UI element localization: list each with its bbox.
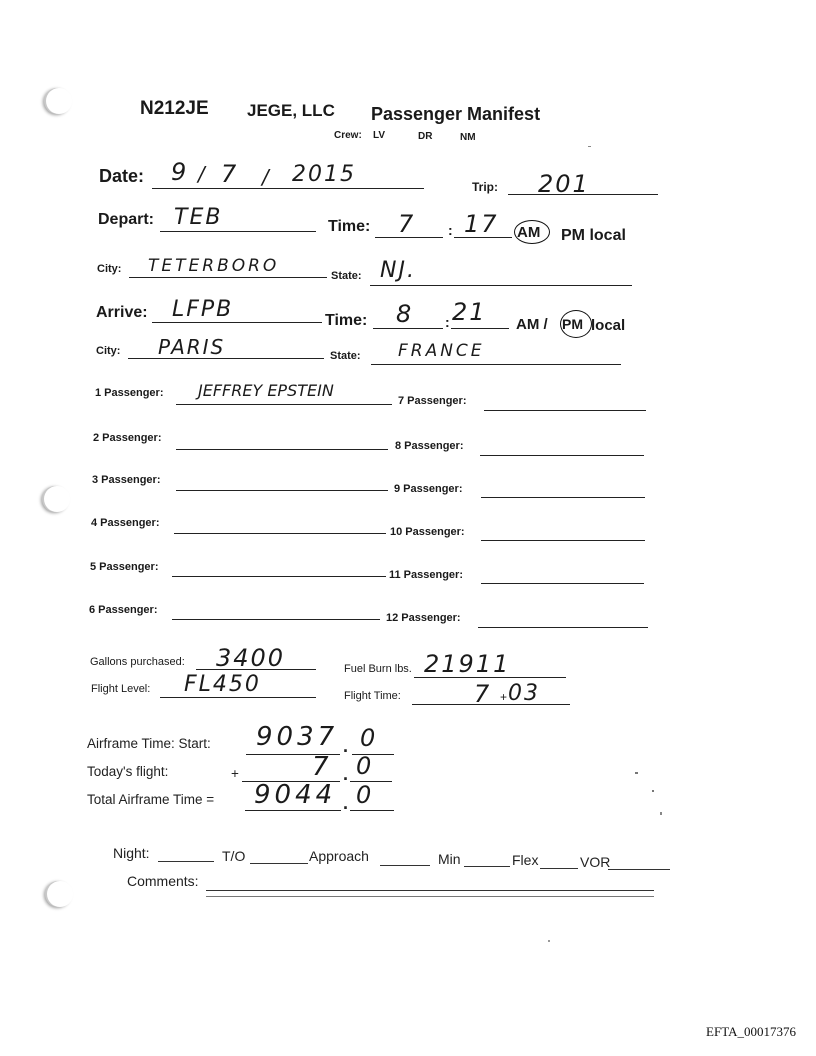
fuel-burn-label: Fuel Burn lbs.: [344, 663, 412, 675]
depart-value[interactable]: TEB: [174, 205, 223, 230]
depart-state-label: State:: [331, 270, 362, 282]
flex-line: [540, 868, 578, 869]
total-airframe-line-int: [245, 810, 341, 811]
approach-label: Approach: [309, 848, 369, 864]
passenger-1-value[interactable]: JEFFREY EPSTEIN: [198, 381, 334, 400]
passenger-5-label: 5 Passenger:: [90, 561, 159, 573]
document-id: EFTA_00017376: [706, 1024, 796, 1039]
tail-number: N212JE: [140, 98, 209, 119]
punch-hole-top: [46, 88, 72, 114]
trip-value[interactable]: 201: [538, 170, 590, 198]
passenger-9-line: [481, 497, 645, 498]
to-line: [250, 863, 308, 864]
passenger-4-line: [174, 533, 386, 534]
scan-speck: [588, 146, 591, 147]
depart-hour[interactable]: 7: [398, 210, 416, 238]
date-month[interactable]: 9: [171, 158, 189, 186]
passenger-11-line: [481, 583, 644, 584]
arrive-line: [152, 322, 322, 323]
date-sep-2: /: [262, 165, 271, 189]
total-airframe-label: Total Airframe Time =: [87, 792, 215, 807]
arrive-time-label: Time:: [325, 312, 368, 329]
passenger-10-label: 10 Passenger:: [390, 526, 465, 538]
arrive-hour[interactable]: 8: [396, 300, 414, 328]
date-sep-1: /: [198, 162, 207, 186]
fuel-burn-value[interactable]: 21911: [424, 650, 511, 678]
arrive-minute[interactable]: 21: [452, 298, 487, 326]
depart-pm-local: PM local: [561, 227, 626, 244]
depart-state-line: [370, 285, 632, 286]
flight-level-label: Flight Level:: [91, 683, 151, 695]
night-line: [158, 861, 214, 862]
gallons-label: Gallons purchased:: [90, 656, 185, 668]
depart-city-line: [129, 277, 327, 278]
passenger-10-line: [481, 540, 645, 541]
total-airframe-dec[interactable]: 0: [356, 781, 374, 809]
passenger-1-line: [176, 404, 392, 405]
punch-hole-bottom: [47, 881, 73, 907]
total-airframe-line-dec: [350, 810, 394, 811]
passenger-11-label: 11 Passenger:: [389, 569, 463, 581]
arrive-city-label: City:: [96, 345, 121, 357]
scan-speck: [635, 772, 638, 774]
punch-hole-middle: [44, 486, 70, 512]
airframe-start-label: Airframe Time: Start:: [87, 736, 211, 751]
arrive-state-label: State:: [330, 350, 361, 362]
passenger-2-label: 2 Passenger:: [93, 432, 162, 444]
trip-label: Trip:: [472, 180, 498, 194]
date-year[interactable]: 2015: [292, 162, 356, 187]
depart-city-value[interactable]: TETERBORO: [148, 256, 280, 276]
passenger-3-line: [176, 490, 388, 491]
to-label: T/O: [222, 848, 246, 864]
arrive-pm: PM: [562, 316, 583, 332]
passenger-3-label: 3 Passenger:: [92, 474, 161, 486]
vor-line: [608, 869, 670, 870]
todays-flight-dec[interactable]: 0: [356, 752, 374, 780]
passenger-8-label: 8 Passenger:: [395, 440, 464, 452]
comments-line-2[interactable]: [206, 896, 654, 897]
depart-line: [160, 231, 316, 232]
crew-label: Crew:: [334, 130, 362, 141]
passenger-1-label: 1 Passenger:: [95, 387, 164, 399]
depart-label: Depart:: [98, 211, 155, 228]
date-day[interactable]: 7: [221, 160, 239, 188]
passenger-2-line: [176, 449, 388, 450]
airframe-start-int[interactable]: 9037: [256, 722, 339, 752]
flight-level-value[interactable]: FL450: [184, 672, 261, 697]
depart-minute[interactable]: 17: [464, 210, 499, 238]
flight-time-plus: +: [500, 690, 508, 704]
total-airframe-int[interactable]: 9044: [254, 780, 337, 810]
passenger-4-label: 4 Passenger:: [91, 517, 160, 529]
vor-label: VOR: [580, 854, 611, 870]
passenger-8-line: [480, 455, 644, 456]
depart-time-label: Time:: [328, 218, 371, 235]
min-label: Min: [438, 851, 461, 867]
passenger-7-line: [484, 410, 646, 411]
passenger-7-label: 7 Passenger:: [398, 395, 467, 407]
date-label: Date:: [99, 166, 145, 186]
company-name: JEGE, LLC: [247, 101, 335, 120]
arrive-local: local: [591, 317, 626, 334]
depart-am: AM: [517, 224, 541, 241]
date-line: [152, 188, 424, 189]
flight-time-hours[interactable]: 7: [474, 680, 492, 708]
flex-label: Flex: [512, 852, 539, 868]
arrive-minute-line: [451, 328, 509, 329]
passenger-5-line: [172, 576, 386, 577]
min-line: [464, 866, 510, 867]
arrive-label: Arrive:: [96, 304, 148, 321]
depart-state-value[interactable]: NJ.: [380, 258, 416, 283]
passenger-6-line: [172, 619, 380, 620]
arrive-hour-line: [373, 328, 443, 329]
approach-line: [380, 865, 430, 866]
scan-speck: [548, 940, 550, 942]
passenger-12-label: 12 Passenger:: [386, 612, 461, 624]
total-airframe-dot: .: [343, 793, 349, 813]
crew-lv: LV: [373, 130, 386, 141]
todays-flight-plus: +: [231, 766, 239, 781]
night-label: Night:: [113, 845, 150, 861]
passenger-9-label: 9 Passenger:: [394, 483, 463, 495]
arrive-state-value[interactable]: FRANCE: [398, 341, 485, 361]
scan-speck: [652, 790, 654, 792]
arrive-value[interactable]: LFPB: [172, 297, 234, 322]
airframe-start-dec[interactable]: 0: [360, 724, 378, 752]
airframe-start-dot: .: [343, 736, 349, 756]
comments-line[interactable]: [206, 890, 654, 891]
flight-time-minutes[interactable]: 03: [508, 681, 540, 706]
todays-flight-label: Today's flight:: [87, 764, 169, 779]
scan-speck: [660, 812, 662, 815]
passenger-12-line: [478, 627, 648, 628]
depart-city-label: City:: [97, 263, 122, 275]
arrive-am: AM /: [516, 316, 548, 333]
arrive-colon: :: [445, 314, 450, 330]
depart-colon: :: [448, 222, 453, 238]
flight-level-line: [160, 697, 316, 698]
todays-flight-dot: .: [343, 764, 349, 784]
comments-label: Comments:: [127, 873, 199, 889]
gallons-value[interactable]: 3400: [216, 644, 286, 672]
flight-time-label: Flight Time:: [344, 690, 401, 702]
todays-flight-int[interactable]: 7: [312, 752, 331, 782]
page-title: Passenger Manifest: [371, 104, 541, 124]
crew-dr: DR: [418, 131, 433, 142]
arrive-city-value[interactable]: PARIS: [158, 335, 226, 359]
passenger-6-label: 6 Passenger:: [89, 604, 158, 616]
arrive-state-line: [371, 364, 621, 365]
crew-nm: NM: [460, 132, 476, 143]
